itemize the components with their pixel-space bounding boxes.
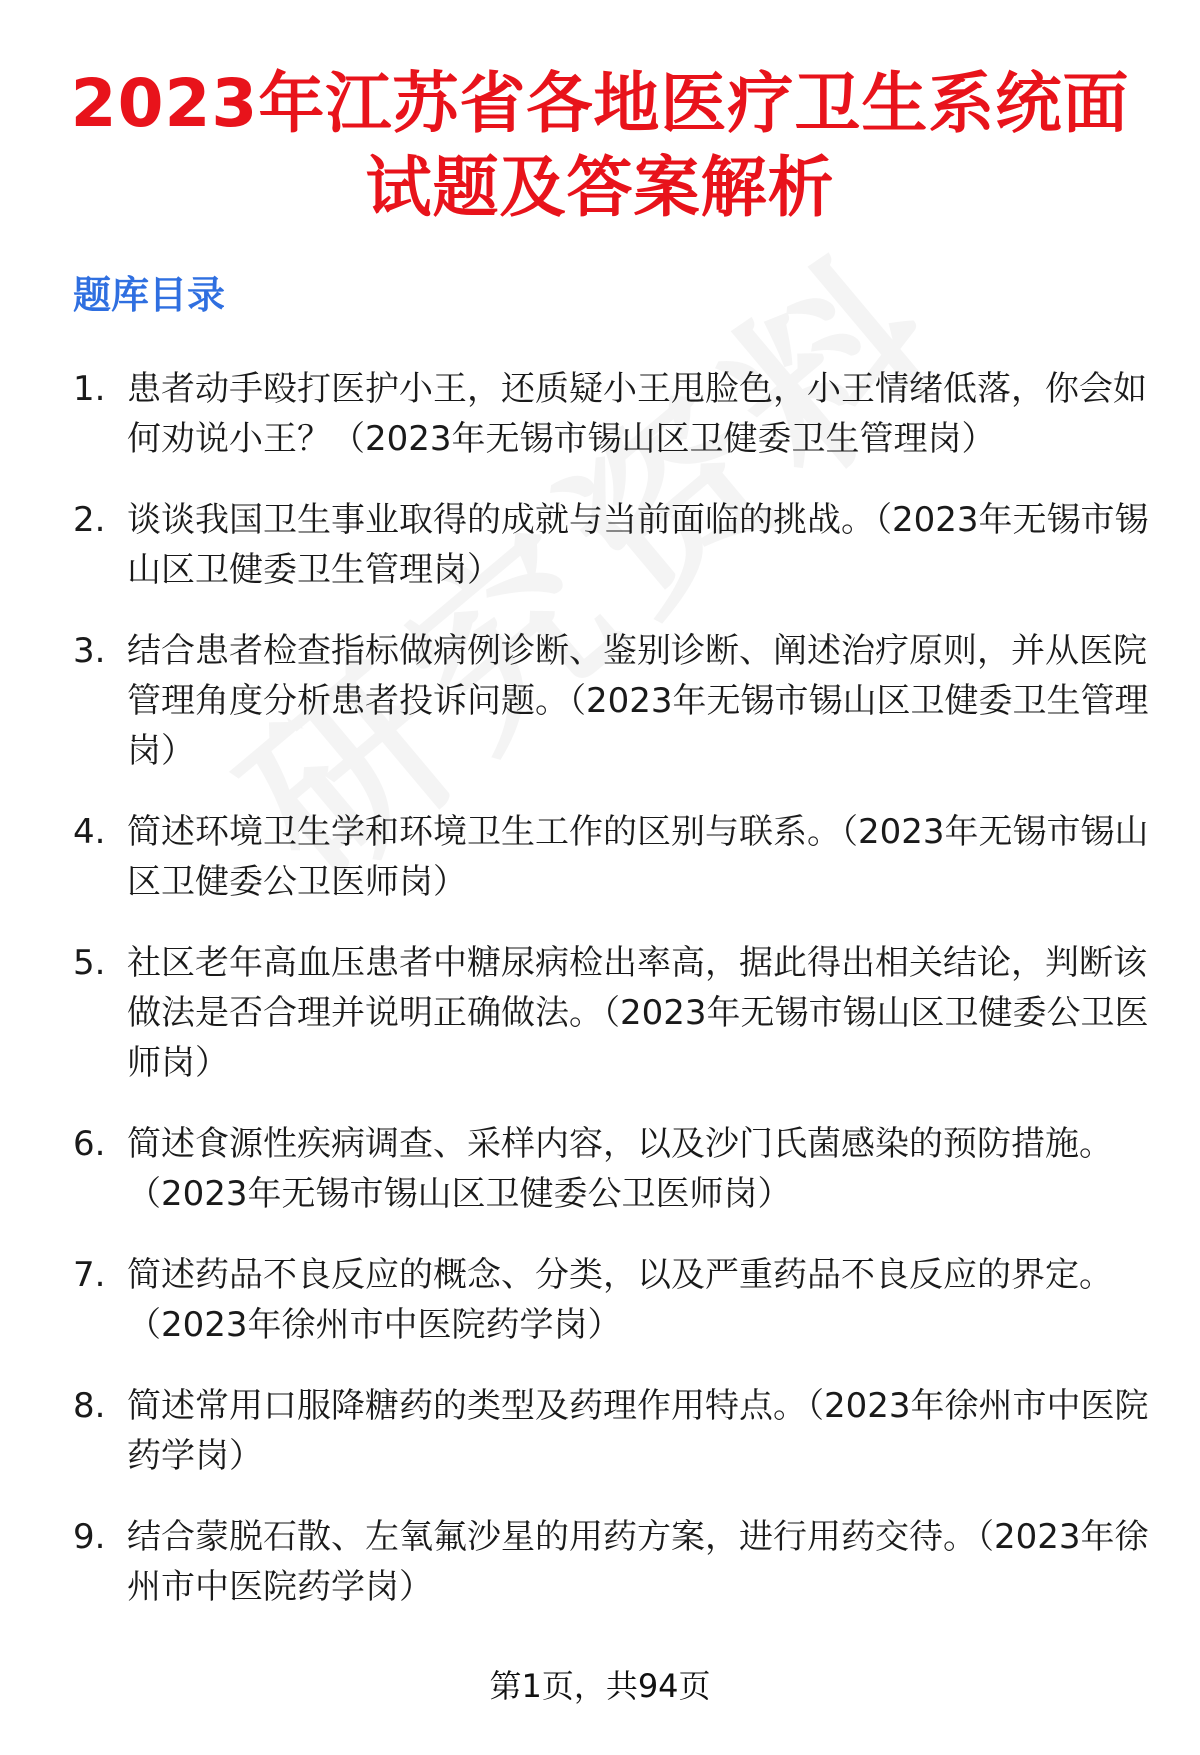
question-item bbox=[73, 364, 1153, 464]
question-text: 简述环境卫生学和环境卫生工作的区别与联系。（2023年无锡市锡山区卫健委公卫医师岗） bbox=[127, 812, 1149, 902]
question-number: 1. bbox=[73, 369, 106, 409]
page-title-line-1: 2023年江苏省各地医疗卫生系统面 bbox=[70, 65, 1130, 142]
question-item bbox=[73, 938, 1153, 1088]
page-title bbox=[0, 0, 1200, 230]
question-item bbox=[73, 1119, 1153, 1219]
toc-heading: 题库目录 bbox=[73, 273, 226, 317]
question-number: 6. bbox=[73, 1124, 106, 1164]
question-item bbox=[73, 1512, 1153, 1612]
question-item bbox=[73, 1381, 1153, 1481]
question-number: 2. bbox=[73, 500, 106, 540]
question-item bbox=[73, 626, 1153, 776]
question-item bbox=[73, 495, 1153, 595]
question-text: 结合蒙脱石散、左氧氟沙星的用药方案，进行用药交待。（2023年徐州市中医院药学岗） bbox=[127, 1517, 1149, 1607]
question-text: 简述常用口服降糖药的类型及药理作用特点。（2023年徐州市中医院药学岗） bbox=[127, 1386, 1149, 1476]
question-number: 8. bbox=[73, 1386, 106, 1426]
question-text: 结合患者检查指标做病例诊断、鉴别诊断、阐述治疗原则，并从医院管理角度分析患者投诉问题。（2023年无锡市锡山区卫健委卫生管理岗） bbox=[127, 631, 1149, 771]
question-number: 7. bbox=[73, 1255, 106, 1295]
question-item bbox=[73, 1250, 1153, 1350]
question-number: 4. bbox=[73, 812, 106, 852]
page-title-line-2: 试题及答案解析 bbox=[365, 149, 835, 226]
question-text: 简述食源性疾病调查、采样内容，以及沙门氏菌感染的预防措施。（2023年无锡市锡山区卫健委公卫医师岗） bbox=[127, 1124, 1113, 1214]
question-number: 9. bbox=[73, 1517, 106, 1557]
page-footer: 第1页，共94页 bbox=[489, 1667, 711, 1705]
question-text: 简述药品不良反应的概念、分类，以及严重药品不良反应的界定。（2023年徐州市中医院药学岗） bbox=[127, 1255, 1113, 1345]
question-item bbox=[73, 807, 1153, 907]
question-number: 5. bbox=[73, 943, 106, 983]
question-text: 谈谈我国卫生事业取得的成就与当前面临的挑战。（2023年无锡市锡山区卫健委卫生管理岗） bbox=[127, 500, 1149, 590]
question-list bbox=[73, 364, 1153, 1643]
question-text: 社区老年高血压患者中糖尿病检出率高，据此得出相关结论，判断该做法是否合理并说明正确做法。（2023年无锡市锡山区卫健委公卫医师岗） bbox=[127, 943, 1149, 1083]
question-text: 患者动手殴打医护小王，还质疑小王甩脸色，小王情绪低落，你会如何劝说小王？（2023年无锡市锡山区卫健委卫生管理岗） bbox=[127, 369, 1147, 459]
question-number: 3. bbox=[73, 631, 106, 671]
